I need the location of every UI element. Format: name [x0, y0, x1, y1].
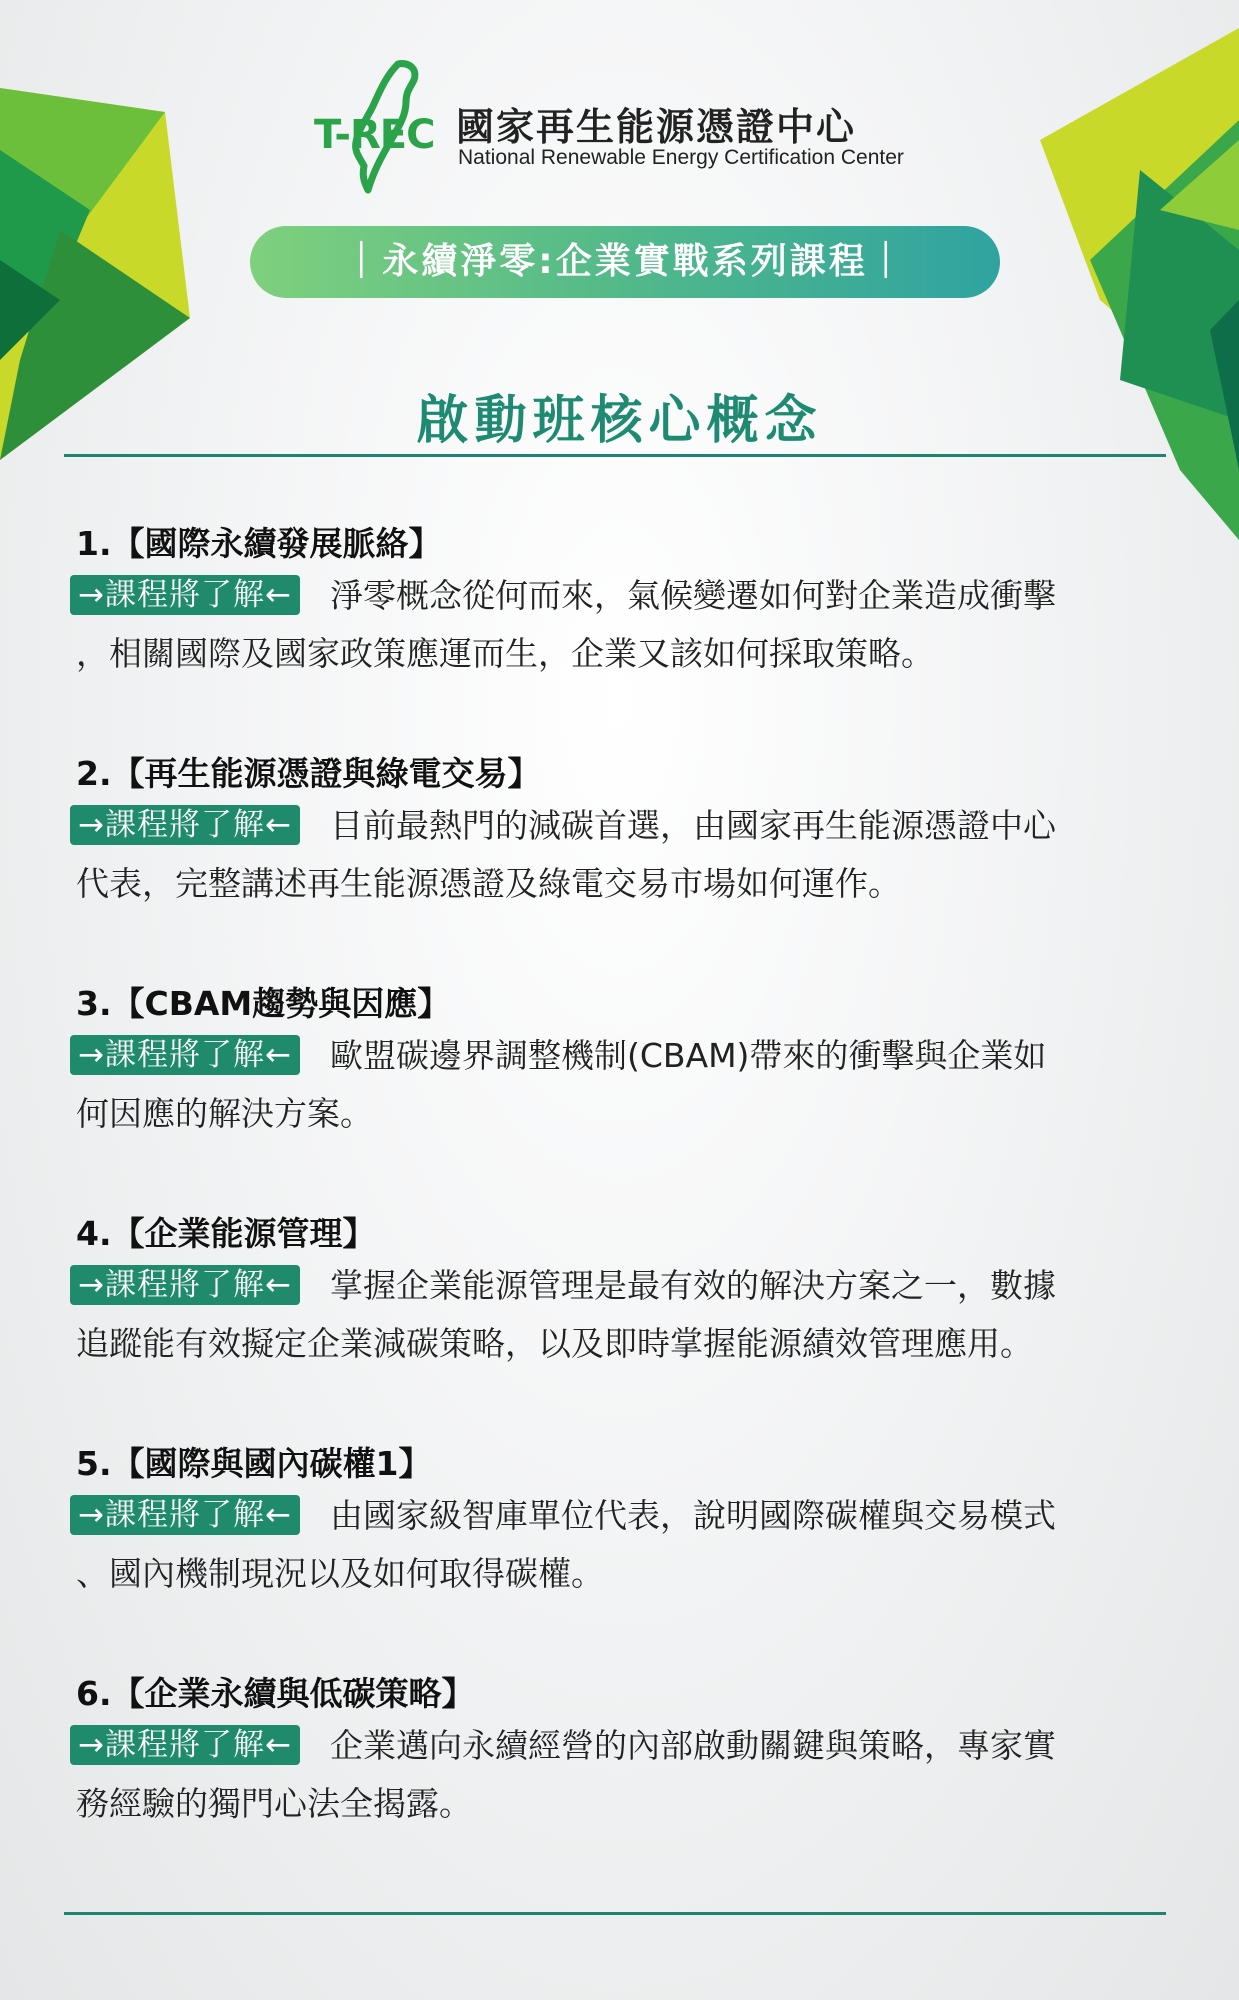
logo-wordmark: T-REC	[314, 112, 435, 158]
bottom-divider	[64, 1912, 1166, 1915]
section-line-2: ，相關國際及國家政策應運而生，企業又該如何採取策略。	[76, 634, 934, 673]
section-text: 歐盟碳邊界調整機制(CBAM)帶來的衝擊與企業如	[329, 1036, 1047, 1075]
course-tag: →課程將了解←	[70, 575, 300, 615]
section-heading: 6.【企業永續與低碳策略】	[76, 1674, 475, 1713]
page-title: 啟動班核心概念	[416, 391, 823, 451]
course-tag: →課程將了解←	[70, 1495, 300, 1535]
top-divider	[64, 454, 1166, 457]
section-2	[76, 751, 1166, 913]
org-name-en: National Renewable Energy Certification Center	[458, 146, 904, 169]
section-text: 目前最熱門的減碳首選，由國家再生能源憑證中心	[329, 806, 1056, 845]
section-heading: 1.【國際永續發展脈絡】	[76, 524, 442, 563]
section-text: 企業邁向永續經營的內部啟動關鍵與策略，專家實	[329, 1726, 1056, 1765]
section-line-2: 務經驗的獨門心法全揭露。	[76, 1784, 472, 1823]
course-tag: →課程將了解←	[70, 805, 300, 845]
section-line-1	[76, 567, 1166, 625]
section-6	[76, 1671, 1166, 1833]
section-heading: 5.【國際與國內碳權1】	[76, 1444, 432, 1483]
section-line-1	[76, 797, 1166, 855]
section-heading: 3.【CBAM趨勢與因應】	[76, 984, 451, 1023]
section-1	[76, 521, 1166, 683]
section-text: 掌握企業能源管理是最有效的解決方案之一，數據	[329, 1266, 1056, 1305]
section-3	[76, 981, 1166, 1143]
section-line-2: 追蹤能有效擬定企業減碳策略，以及即時掌握能源績效管理應用。	[76, 1324, 1033, 1363]
section-line-1	[76, 1027, 1166, 1085]
section-heading: 4.【企業能源管理】	[76, 1214, 376, 1253]
section-heading: 2.【再生能源憑證與綠電交易】	[76, 754, 541, 793]
logo	[310, 58, 930, 198]
course-tag: →課程將了解←	[70, 1035, 300, 1075]
course-tag: →課程將了解←	[70, 1725, 300, 1765]
section-4	[76, 1211, 1166, 1373]
series-banner: ｜永續淨零:企業實戰系列課程｜	[250, 226, 1000, 298]
section-line-1	[76, 1717, 1166, 1775]
section-line-2: 代表，完整講述再生能源憑證及綠電交易市場如何運作。	[76, 864, 901, 903]
section-line-2: 、國內機制現況以及如何取得碳權。	[76, 1554, 604, 1593]
org-name-cn: 國家再生能源憑證中心	[456, 105, 857, 149]
section-line-1	[76, 1487, 1166, 1545]
section-text: 由國家級智庫單位代表，說明國際碳權與交易模式	[329, 1496, 1056, 1535]
section-line-2: 何因應的解決方案。	[76, 1094, 373, 1133]
section-text: 淨零概念從何而來，氣候變遷如何對企業造成衝擊	[329, 576, 1056, 615]
section-5	[76, 1441, 1166, 1603]
course-tag: →課程將了解←	[70, 1265, 300, 1305]
section-line-1	[76, 1257, 1166, 1315]
